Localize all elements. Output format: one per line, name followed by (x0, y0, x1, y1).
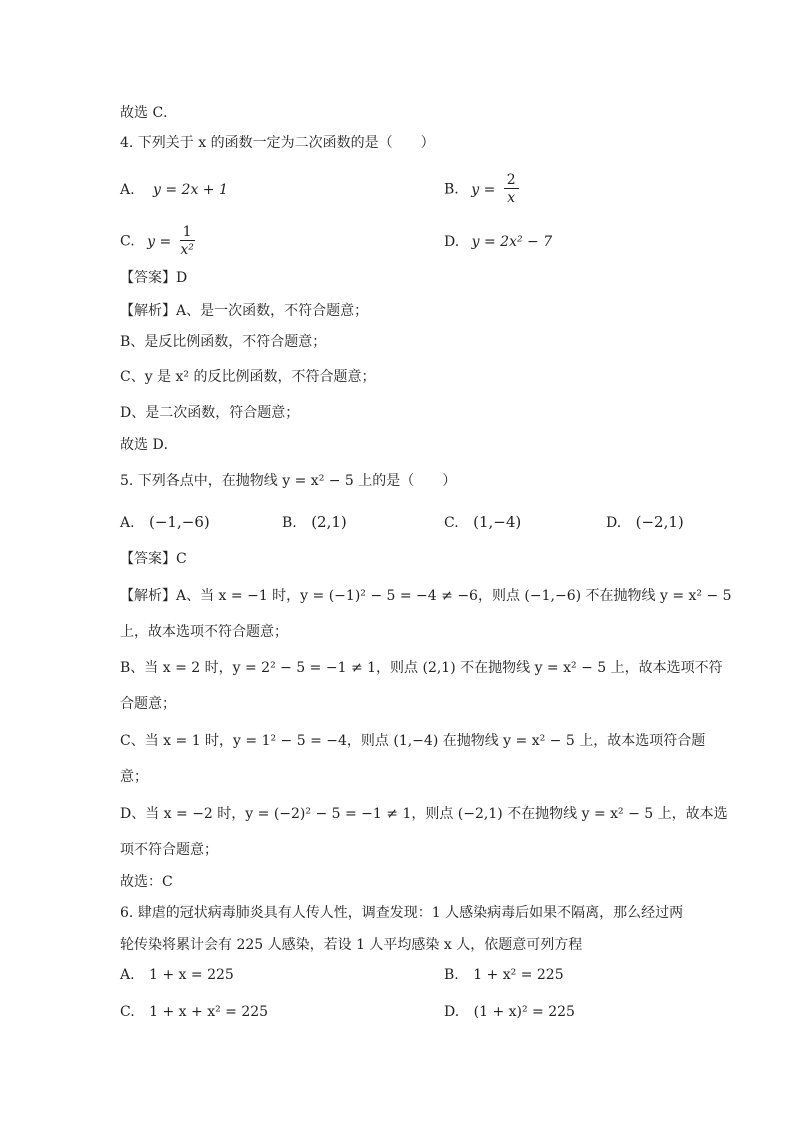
q5-explanation-a-line1: 【解析】A、当 x = −1 时，y = (−1)² − 5 = −4 ≠ −6，则点 (−1,−6) 不在抛物线 y = x² − 5 (120, 588, 732, 604)
q6-option-d-label: D. (444, 1004, 460, 1020)
q5-explanation-d-line2: 项不符合题意； (120, 842, 218, 858)
q4-explanation-c: C、y 是 x² 的反比例函数，不符合题意； (120, 369, 376, 385)
q5-option-a-label: A. (120, 515, 135, 531)
q4-option-a-expr: y = 2x + 1 (153, 182, 228, 198)
q4-option-b (444, 172, 519, 207)
q5-option-c-expr: (1,−4) (473, 513, 522, 531)
q5-option-b-label: B. (282, 515, 297, 531)
q4-option-c (120, 224, 195, 259)
q4-explanation-a: 【解析】A、是一次函数，不符合题意； (120, 303, 369, 319)
q4-option-b-numerator: 2 (504, 172, 519, 189)
q4-option-b-label: B. (444, 181, 459, 198)
q5-option-c-label: C. (444, 515, 459, 531)
q5-option-d-expr: (−2,1) (635, 513, 684, 531)
q4-option-c-lhs: y = (147, 233, 172, 250)
q6-stem-line1: 6. 肆虐的冠状病毒肺炎具有人传人性，调查发现：1 人感染病毒后如果不隔离，那么经过两 (120, 905, 684, 921)
q4-option-a (120, 180, 228, 200)
q6-option-d-expr: (1 + x)² = 225 (473, 1004, 575, 1020)
q6-option-b-expr: 1 + x² = 225 (473, 967, 564, 983)
q5-option-c (444, 512, 521, 533)
q5-explanation-c-line1: C、当 x = 1 时，y = 1² − 5 = −4，则点 (1,−4) 在抛物线 y = x² − 5 上，故本选项符合题 (120, 733, 706, 749)
q5-option-b (282, 512, 347, 533)
q4-option-d-expr: y = 2x² − 7 (471, 234, 553, 250)
q5-explanation-b-line1: B、当 x = 2 时，y = 2² − 5 = −1 ≠ 1，则点 (2,1) 不在抛物线 y = x² − 5 上，故本选项不符 (120, 660, 723, 676)
q5-option-a (120, 512, 210, 533)
q4-option-a-label: A. (120, 182, 135, 198)
q5-option-b-expr: (2,1) (311, 513, 347, 531)
q4-option-d-label: D. (444, 234, 460, 250)
q4-option-b-fraction (504, 172, 519, 207)
q6-option-c-label: C. (120, 1004, 135, 1020)
q5-option-d (606, 512, 684, 533)
q4-stem: 4. 下列关于 x 的函数一定为二次函数的是（ ） (120, 135, 435, 151)
q5-explanation-c-line2: 意； (120, 769, 148, 785)
q4-option-b-denominator: x (507, 190, 516, 206)
q5-explanation-b-line2: 合题意； (120, 696, 176, 712)
q6-option-a-expr: 1 + x = 225 (149, 967, 234, 983)
q4-option-d (444, 232, 552, 252)
q4-option-c-numerator: 1 (180, 224, 195, 241)
q6-option-c (120, 1002, 268, 1022)
q5-option-d-label: D. (606, 515, 622, 531)
q4-answer: 【答案】D (120, 270, 188, 286)
q6-stem-line2: 轮传染将累计会有 225 人感染，若设 1 人平均感染 x 人，依题意可列方程 (120, 937, 583, 953)
q5-stem: 5. 下列各点中，在抛物线 y = x² − 5 上的是（ ） (120, 473, 457, 489)
q5-answer: 【答案】C (120, 551, 187, 567)
q6-option-c-expr: 1 + x + x² = 225 (149, 1004, 269, 1020)
q4-option-c-label: C. (120, 233, 135, 250)
q5-explanation-a-line2: 上，故本选项不符合题意； (120, 624, 288, 640)
q4-option-b-lhs: y = (471, 181, 496, 198)
q6-option-d (444, 1002, 575, 1022)
prev-conclusion: 故选 C． (120, 105, 178, 121)
q4-option-c-denominator: x² (180, 242, 194, 258)
q5-option-a-expr: (−1,−6) (149, 513, 210, 531)
q6-option-a (120, 965, 234, 985)
q4-option-c-fraction (180, 224, 195, 259)
q5-explanation-d-line1: D、当 x = −2 时，y = (−2)² − 5 = −1 ≠ 1，则点 (−2,1) 不在抛物线 y = x² − 5 上，故本选 (120, 806, 728, 822)
q4-conclusion: 故选 D． (120, 437, 178, 453)
q4-explanation-d: D、是二次函数，符合题意； (120, 405, 300, 421)
q4-explanation-b: B、是反比例函数，不符合题意； (120, 334, 327, 350)
q5-conclusion: 故选：C (120, 874, 173, 890)
q6-option-b (444, 965, 564, 985)
q6-option-b-label: B. (444, 967, 459, 983)
q6-option-a-label: A. (120, 967, 135, 983)
